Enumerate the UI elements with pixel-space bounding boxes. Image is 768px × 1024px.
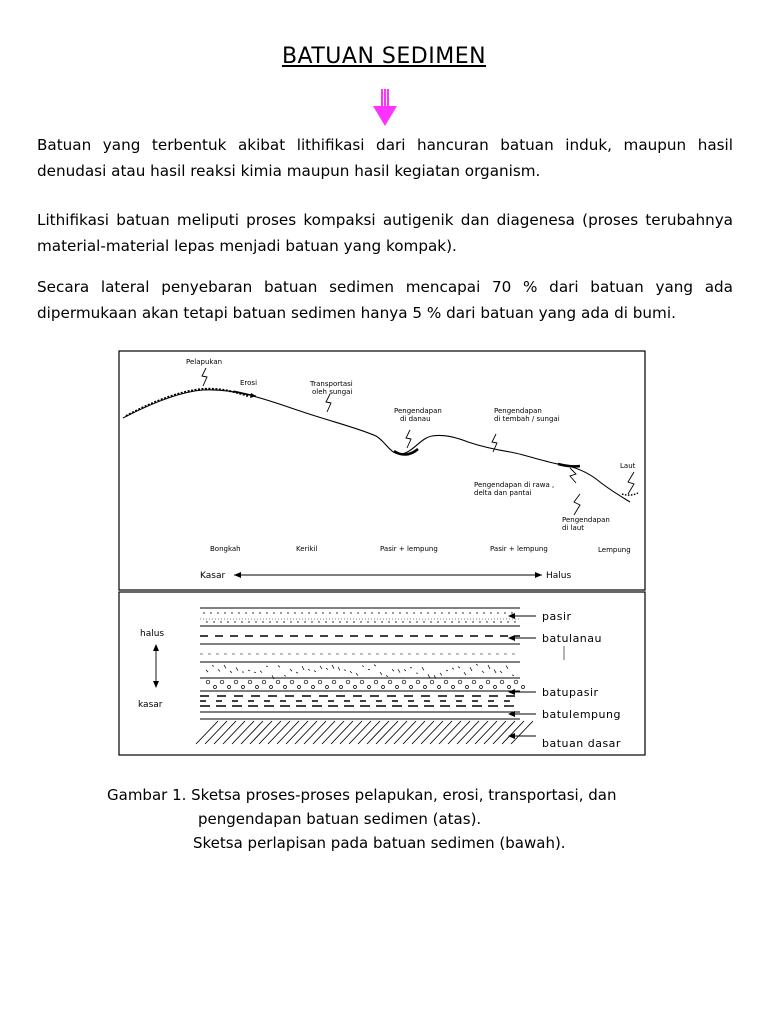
stratigraphic-column: [200, 608, 520, 719]
layer-batupasir: batupasir: [542, 686, 599, 699]
gravel-circles: [206, 680, 524, 688]
landscape-profile: [123, 389, 638, 502]
label-dilaut-line2: di laut: [562, 524, 585, 532]
label-dilaut-line1: Pengendapan: [562, 516, 610, 524]
layer-pasir: pasir: [542, 610, 572, 623]
grain-lempung: Lempung: [598, 546, 631, 554]
axis-kasar: kasar: [138, 700, 163, 710]
process-sketch-frame: [119, 351, 645, 590]
figure-caption-line2: pengendapan batuan sedimen (atas).: [198, 810, 482, 828]
label-rawa-line2: delta dan pantai: [474, 489, 532, 497]
label-tembah-line2: di tembah / sungai: [494, 415, 560, 423]
paragraph-definition: Batuan yang terbentuk akibat lithifikasi dari hancuran batuan induk, maupun hasil denudasi atau hasil reaksi kimia maupun hasil kegiatan organism.: [37, 136, 733, 180]
figure-caption-line3: Sketsa perlapisan pada batuan sedimen (bawah).: [193, 834, 566, 852]
silt-ticks: [206, 664, 514, 679]
scale-halus: Halus: [546, 571, 572, 581]
grain-pasir-lempung-1: Pasir + lempung: [380, 545, 438, 553]
figure-caption-line1: Gambar 1. Sketsa proses-proses pelapukan, erosi, transportasi, dan: [107, 786, 617, 804]
vertical-axis-arrow: [153, 644, 159, 688]
scale-kasar: Kasar: [200, 571, 226, 581]
layer-batuan-dasar: batuan dasar: [542, 737, 621, 750]
label-danau-line2: di danau: [400, 415, 431, 423]
layer-pointer-arrows: [508, 613, 536, 739]
label-transport-line1: Transportasi: [310, 380, 353, 388]
label-tembah-line1: Pengendapan: [494, 407, 542, 415]
sediment-figure: [118, 350, 646, 756]
label-laut: Laut: [620, 462, 636, 470]
label-transport-line2: oleh sungai: [312, 388, 353, 396]
paragraph-lithification: Lithifikasi batuan meliputi proses kompaksi autigenik dan diagenesa (proses terubahnya material-material lepas menjadi batuan yang kompak).: [37, 211, 733, 255]
grain-pasir-lempung-2: Pasir + lempung: [490, 545, 548, 553]
bedrock-hatch: [196, 721, 533, 744]
layer-batulempung: batulempung: [542, 708, 621, 721]
page-title: BATUAN SEDIMEN: [281, 44, 487, 69]
layer-batulanau: batulanau: [542, 632, 602, 645]
label-rawa-line1: Pengendapan di rawa ,: [474, 481, 555, 489]
paragraph-distribution: Secara lateral penyebaran batuan sedimen mencapai 70 % dari batuan yang ada dipermukaan akan tetapi batuan sedimen hanya 5 % dari batuan yang ada di bumi.: [37, 278, 733, 322]
down-arrow-icon: [371, 88, 399, 128]
axis-halus: halus: [140, 629, 165, 639]
pointer-arrows: [202, 368, 634, 515]
sand-dots: [203, 612, 515, 622]
grain-scale-arrow: [234, 572, 542, 578]
grain-kerikil: Kerikil: [296, 545, 318, 553]
grain-bongkah: Bongkah: [210, 545, 241, 553]
label-pelapukan: Pelapukan: [186, 358, 223, 366]
label-danau-line1: Pengendapan: [394, 407, 442, 415]
label-erosi: Erosi: [240, 379, 258, 387]
